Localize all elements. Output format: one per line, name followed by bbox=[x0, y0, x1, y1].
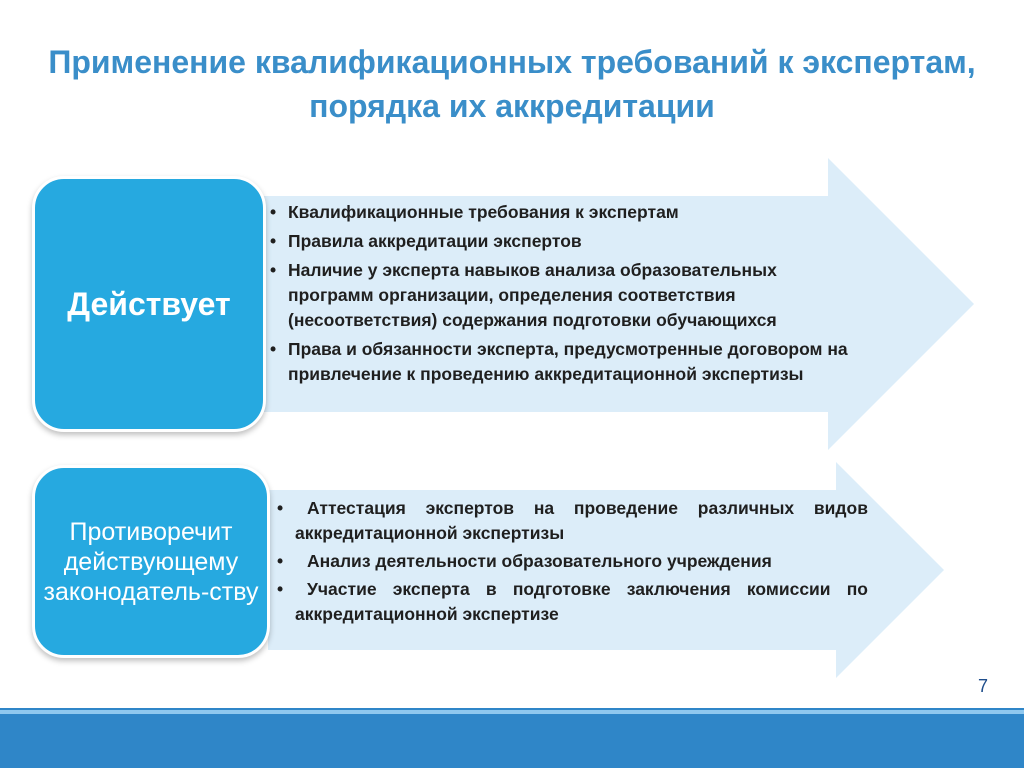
active-requirements-list bbox=[266, 200, 866, 391]
list-item: • Права и обязанности эксперта, предусмотренные договором на привлечение к проведению аккредитационной экспертизы bbox=[266, 337, 866, 387]
status-box-label: Противоречит действующему законодатель-ству bbox=[43, 517, 259, 606]
slide-title: Применение квалификационных требований к экспертам, порядка их аккредитации bbox=[48, 44, 976, 124]
list-item: • Правила аккредитации экспертов bbox=[266, 229, 866, 254]
list-item bbox=[273, 496, 868, 546]
status-box-contradicts bbox=[32, 465, 270, 658]
list-item-text: Анализ деятельности образовательного учреждения bbox=[307, 551, 772, 571]
list-item bbox=[273, 577, 868, 627]
contradicting-items-list bbox=[273, 496, 868, 630]
list-item-text: Аттестация экспертов на проведение различных видов аккредитационной экспертизы bbox=[295, 498, 868, 543]
list-item-text: Участие эксперта в подготовке заключения комиссии по аккредитационной экспертизе bbox=[295, 579, 868, 624]
footer-bar bbox=[0, 708, 1024, 768]
list-item: • Наличие у эксперта навыков анализа образовательных программ организации, определения соответствия (несоответствия) содержания подготовки обучающихся bbox=[266, 258, 866, 333]
page-number: 7 bbox=[977, 676, 988, 696]
list-item: • Квалификационные требования к экспертам bbox=[266, 200, 866, 225]
status-box-active: Действует bbox=[32, 176, 266, 432]
list-item bbox=[273, 549, 868, 574]
footer-divider bbox=[0, 710, 1024, 714]
